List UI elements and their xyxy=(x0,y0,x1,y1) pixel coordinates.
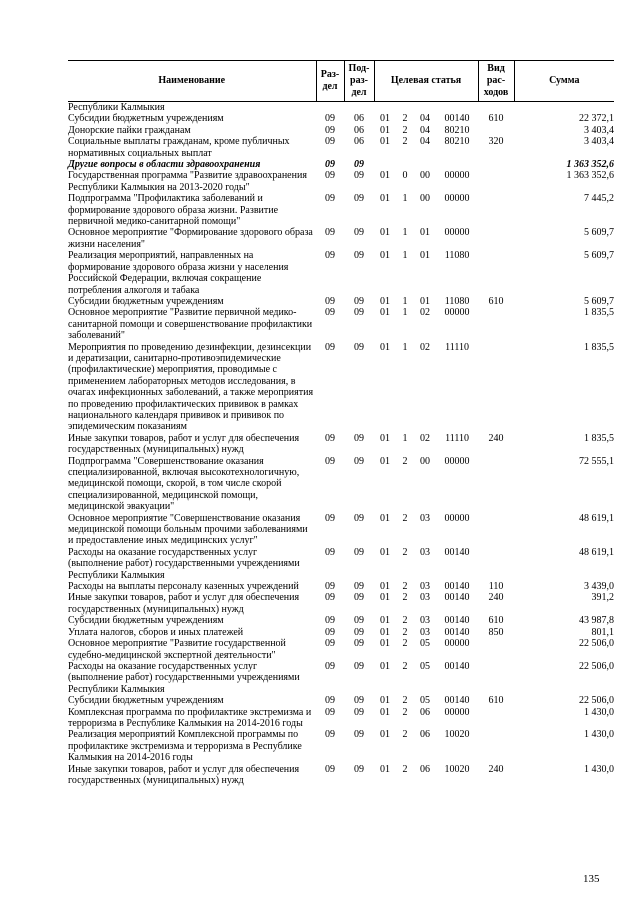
table-row xyxy=(68,250,614,296)
cell-target-program: 01 xyxy=(380,638,390,650)
cell-target-program: 01 xyxy=(380,136,390,148)
cell-razdel: 09 xyxy=(325,341,335,353)
cell-target-subprogram: 2 xyxy=(402,512,408,524)
cell-target-code: 00000 xyxy=(444,170,470,182)
cell-sum: 1 835,5 xyxy=(584,432,615,444)
cell-target-code: 00000 xyxy=(444,307,470,319)
cell-vid xyxy=(478,513,514,547)
cell-vid xyxy=(478,193,514,227)
cell-name: Подпрограмма "Профилактика заболеваний и формирование здорового образа жизни. Развитие первичной медико-санитарной помощи" xyxy=(68,193,279,228)
cell-target-event: 02 xyxy=(420,432,430,444)
header-target-label: Целевая статья xyxy=(390,75,462,86)
cell-target-code: 00140 xyxy=(444,581,470,593)
cell-name: Подпрограмма "Совершенствование оказания специализированной, включая высокотехнологичную, медицинской помощи, скорой, в том числе скорой специализированной, медицинской помощи, медицинской эвакуации" xyxy=(68,455,300,513)
table-row xyxy=(68,125,614,136)
cell-target-program xyxy=(374,159,396,170)
table-body xyxy=(68,102,614,787)
cell-podrazdel: 09 xyxy=(354,193,364,205)
cell-name: Основное мероприятие "Развитие государственной судебно-медицинской экспертной деятельности" xyxy=(68,638,286,661)
cell-vid: 850 xyxy=(488,626,504,638)
cell-target-subprogram: 2 xyxy=(402,706,408,718)
cell-target-program: 01 xyxy=(380,250,390,262)
cell-target-program: 01 xyxy=(380,763,390,775)
cell-podrazdel: 09 xyxy=(354,432,364,444)
cell-target-subprogram: 1 xyxy=(402,227,408,239)
cell-target-event: 05 xyxy=(420,660,430,672)
cell-name: Основное мероприятие "Формирование здорового образа жизни населения" xyxy=(68,227,313,250)
cell-sum: 1 430,0 xyxy=(584,763,615,775)
cell-target-program: 01 xyxy=(380,113,390,125)
page-number: 135 xyxy=(583,873,600,885)
cell-name: Субсидии бюджетным учреждениям xyxy=(68,615,224,627)
cell-razdel: 09 xyxy=(325,250,335,262)
cell-target-event: 02 xyxy=(420,307,430,319)
cell-target-code: 80210 xyxy=(444,124,470,136)
cell-sum: 3 439,0 xyxy=(584,581,615,593)
cell-target-subprogram: 1 xyxy=(402,432,408,444)
cell-sum: 72 555,1 xyxy=(579,455,615,467)
cell-razdel: 09 xyxy=(325,626,335,638)
cell-vid xyxy=(478,638,514,661)
cell-razdel: 09 xyxy=(325,193,335,205)
cell-target-subprogram: 2 xyxy=(402,455,408,467)
cell-razdel: 09 xyxy=(325,660,335,672)
cell-razdel: 09 xyxy=(325,113,335,125)
table-row xyxy=(68,307,614,341)
cell-target-code: 00000 xyxy=(444,193,470,205)
cell-podrazdel: 09 xyxy=(354,763,364,775)
cell-target-code xyxy=(436,102,478,114)
cell-vid: 240 xyxy=(488,432,504,444)
table-row xyxy=(68,296,614,307)
cell-target-event: 03 xyxy=(420,512,430,524)
cell-target-program: 01 xyxy=(380,307,390,319)
cell-target-event xyxy=(414,102,436,114)
cell-razdel: 09 xyxy=(325,706,335,718)
table-row xyxy=(68,102,614,114)
cell-vid xyxy=(478,125,514,136)
header-sum xyxy=(514,61,614,102)
cell-target-code: 00140 xyxy=(444,660,470,672)
cell-target-event: 01 xyxy=(420,227,430,239)
table-row xyxy=(68,456,614,513)
cell-name: Реализация мероприятий Комплексной программы по профилактике экстремизма и терроризма в Республике Калмыкия на 2014-2016 годы xyxy=(68,729,302,764)
cell-target-event: 06 xyxy=(420,729,430,741)
cell-name: Расходы на оказание государственных услуг (выполнение работ) государственными учреждениями Республики Калмыкия xyxy=(68,546,300,581)
cell-podrazdel: 09 xyxy=(354,307,364,319)
cell-vid xyxy=(478,729,514,763)
cell-target-event: 02 xyxy=(420,341,430,353)
cell-target-event: 01 xyxy=(420,295,430,307)
cell-target-program: 01 xyxy=(380,626,390,638)
cell-target-code: 00140 xyxy=(444,592,470,604)
cell-sum: 391,2 xyxy=(591,592,615,604)
cell-target-subprogram: 2 xyxy=(402,638,408,650)
cell-target-program: 01 xyxy=(380,432,390,444)
cell-podrazdel: 06 xyxy=(354,136,364,148)
cell-name: Реализация мероприятий, направленных на формирование здорового образа жизни у населения Российской Федерации, включая сокращение потребления алкоголя и табака xyxy=(68,250,289,296)
cell-podrazdel: 09 xyxy=(354,638,364,650)
cell-target-code: 00000 xyxy=(444,512,470,524)
cell-sum: 48 619,1 xyxy=(579,512,615,524)
document-page xyxy=(68,60,614,786)
table-row xyxy=(68,170,614,193)
cell-vid xyxy=(478,456,514,513)
cell-podrazdel: 09 xyxy=(354,581,364,593)
cell-razdel: 09 xyxy=(325,546,335,558)
cell-target-code: 00140 xyxy=(444,626,470,638)
table-row xyxy=(68,547,614,581)
cell-target-program: 01 xyxy=(380,455,390,467)
cell-vid xyxy=(478,250,514,296)
header-name-label: Наименование xyxy=(158,75,226,86)
cell-target-subprogram: 2 xyxy=(402,626,408,638)
cell-razdel: 09 xyxy=(325,581,335,593)
table-row xyxy=(68,707,614,730)
table-row xyxy=(68,193,614,227)
header-target xyxy=(374,61,478,102)
cell-target-program: 01 xyxy=(380,170,390,182)
table-row xyxy=(68,159,614,170)
cell-razdel: 09 xyxy=(325,307,335,319)
cell-sum: 22 506,0 xyxy=(579,660,615,672)
cell-name: Мероприятия по проведению дезинфекции, дезинсекции и дератизации, санитарно-противоэпидемические (профилактические) мероприятия, проводимые с применением лабораторных методов исследования, в очагах инфекционных заболеваний, а также мероприятия по проведению профилактических прививок в рамках национального календаря прививок и прививок по эпидемическим показаниям xyxy=(68,341,314,433)
cell-name: Субсидии бюджетным учреждениям xyxy=(68,695,224,707)
header-sum-label: Сумма xyxy=(549,75,580,86)
cell-target-program: 01 xyxy=(380,341,390,353)
cell-razdel: 09 xyxy=(325,512,335,524)
cell-target-program: 01 xyxy=(380,227,390,239)
cell-target-subprogram: 2 xyxy=(402,763,408,775)
cell-razdel: 09 xyxy=(325,729,335,741)
cell-target-subprogram: 2 xyxy=(402,136,408,148)
cell-razdel: 09 xyxy=(325,136,335,148)
cell-vid: 320 xyxy=(488,136,504,148)
cell-razdel: 09 xyxy=(325,763,335,775)
cell-name: Расходы на выплаты персоналу казенных учреждений xyxy=(68,581,299,593)
cell-target-code: 00000 xyxy=(444,638,470,650)
cell-podrazdel: 09 xyxy=(354,455,364,467)
header-name xyxy=(68,61,316,102)
cell-target-subprogram: 2 xyxy=(402,546,408,558)
cell-vid xyxy=(478,159,514,170)
cell-target-program: 01 xyxy=(380,695,390,707)
cell-sum xyxy=(514,102,614,114)
cell-sum: 801,1 xyxy=(591,626,615,638)
cell-podrazdel: 09 xyxy=(354,512,364,524)
cell-target-program: 01 xyxy=(380,729,390,741)
cell-name: Государственная программа "Развитие здравоохранения Республики Калмыкия на 2013-2020 годы" xyxy=(68,170,307,193)
cell-podrazdel: 09 xyxy=(354,695,364,707)
cell-name: Другие вопросы в области здравоохранения xyxy=(68,159,261,171)
cell-sum: 43 987,8 xyxy=(579,615,615,627)
cell-sum: 1 430,0 xyxy=(584,729,615,741)
cell-target-code: 00140 xyxy=(444,695,470,707)
cell-target-program: 01 xyxy=(380,546,390,558)
cell-podrazdel: 09 xyxy=(354,170,364,182)
cell-target-event: 06 xyxy=(420,706,430,718)
cell-sum: 5 609,7 xyxy=(584,250,615,262)
cell-target-subprogram: 2 xyxy=(402,581,408,593)
cell-podrazdel xyxy=(344,102,374,114)
cell-target-subprogram xyxy=(396,159,414,170)
cell-target-event: 06 xyxy=(420,763,430,775)
cell-sum: 22 372,1 xyxy=(579,113,615,125)
cell-razdel: 09 xyxy=(325,695,335,707)
cell-vid: 240 xyxy=(488,763,504,775)
table-row xyxy=(68,113,614,124)
cell-target-program: 01 xyxy=(380,295,390,307)
cell-sum: 1 835,5 xyxy=(584,341,615,353)
cell-name: Расходы на оказание государственных услуг (выполнение работ) государственными учреждениями Республики Калмыкия xyxy=(68,660,300,695)
header-razdel-label: Раз- дел xyxy=(320,69,340,92)
cell-vid: 610 xyxy=(488,295,504,307)
cell-target-event: 03 xyxy=(420,592,430,604)
cell-target-program: 01 xyxy=(380,615,390,627)
cell-target-code: 00000 xyxy=(444,227,470,239)
cell-razdel: 09 xyxy=(325,432,335,444)
cell-target-code: 80210 xyxy=(444,136,470,148)
cell-razdel: 09 xyxy=(325,455,335,467)
cell-target-code: 10020 xyxy=(444,763,470,775)
cell-target-event: 05 xyxy=(420,695,430,707)
cell-vid xyxy=(478,547,514,581)
cell-sum: 5 609,7 xyxy=(584,227,615,239)
cell-podrazdel: 09 xyxy=(354,295,364,307)
cell-vid xyxy=(478,102,514,114)
cell-name: Субсидии бюджетным учреждениям xyxy=(68,295,224,307)
cell-razdel: 09 xyxy=(325,227,335,239)
cell-podrazdel: 06 xyxy=(354,124,364,136)
cell-razdel: 09 xyxy=(325,638,335,650)
cell-target-program: 01 xyxy=(380,592,390,604)
cell-name: Социальные выплаты гражданам, кроме публичных нормативных социальных выплат xyxy=(68,136,290,159)
cell-name: Основное мероприятие "Развитие первичной медико-санитарной помощи и совершенствование профилактики заболеваний" xyxy=(68,307,313,342)
cell-sum: 7 445,2 xyxy=(584,193,615,205)
cell-sum: 48 619,1 xyxy=(579,546,615,558)
table-header xyxy=(68,61,614,102)
cell-vid: 240 xyxy=(488,592,504,604)
cell-podrazdel: 09 xyxy=(354,626,364,638)
cell-razdel: 09 xyxy=(325,170,335,182)
header-podrazdel-label: Под- раз- дел xyxy=(348,63,370,98)
cell-razdel xyxy=(316,102,344,114)
table-row xyxy=(68,513,614,547)
cell-podrazdel: 09 xyxy=(354,660,364,672)
header-podrazdel xyxy=(344,61,374,102)
cell-name: Донорские пайки гражданам xyxy=(68,124,191,136)
cell-target-subprogram: 2 xyxy=(402,592,408,604)
cell-sum: 22 506,0 xyxy=(579,638,615,650)
cell-name: Иные закупки товаров, работ и услуг для обеспечения государственных (муниципальных) нужд xyxy=(68,432,300,456)
cell-target-code: 10020 xyxy=(444,729,470,741)
cell-sum: 3 403,4 xyxy=(584,136,615,148)
cell-target-code: 11110 xyxy=(445,432,469,444)
cell-vid xyxy=(478,707,514,730)
cell-podrazdel: 06 xyxy=(354,113,364,125)
cell-target-code: 00140 xyxy=(444,615,470,627)
table-row xyxy=(68,433,614,456)
cell-target-program: 01 xyxy=(380,706,390,718)
cell-sum: 1 363 352,6 xyxy=(566,170,615,182)
cell-target-event: 05 xyxy=(420,638,430,650)
cell-target-program: 01 xyxy=(380,193,390,205)
cell-target-program: 01 xyxy=(380,512,390,524)
cell-podrazdel: 09 xyxy=(354,615,364,627)
cell-razdel: 09 xyxy=(325,615,335,627)
cell-target-event: 00 xyxy=(420,193,430,205)
cell-target-subprogram: 1 xyxy=(402,341,408,353)
cell-sum: 22 506,0 xyxy=(579,695,615,707)
header-vid-label: Вид рас- ходов xyxy=(483,63,509,98)
cell-target-event: 04 xyxy=(420,136,430,148)
cell-target-subprogram: 1 xyxy=(402,307,408,319)
cell-podrazdel: 09 xyxy=(354,706,364,718)
cell-target-event: 00 xyxy=(420,455,430,467)
table-row xyxy=(68,227,614,250)
cell-target-subprogram xyxy=(396,102,414,114)
cell-sum: 1 430,0 xyxy=(584,706,615,718)
cell-name: Иные закупки товаров, работ и услуг для обеспечения государственных (муниципальных) нужд xyxy=(68,763,300,786)
cell-target-code: 11080 xyxy=(444,250,470,262)
cell-target-code: 00000 xyxy=(444,455,470,467)
cell-target-program xyxy=(374,102,396,114)
cell-target-event: 04 xyxy=(420,124,430,136)
cell-podrazdel: 09 xyxy=(354,159,364,171)
table-row xyxy=(68,661,614,695)
cell-target-event: 03 xyxy=(420,615,430,627)
cell-target-subprogram: 1 xyxy=(402,295,408,307)
cell-vid xyxy=(478,661,514,695)
cell-sum: 5 609,7 xyxy=(584,295,615,307)
cell-name: Комплексная программа по профилактике экстремизма и терроризма в Республике Калмыкия на 2014-2016 годы xyxy=(68,706,312,729)
table-row xyxy=(68,695,614,706)
cell-vid: 610 xyxy=(488,113,504,125)
table-row xyxy=(68,342,614,433)
cell-podrazdel: 09 xyxy=(354,592,364,604)
cell-target-subprogram: 0 xyxy=(402,170,408,182)
cell-sum: 3 403,4 xyxy=(584,124,615,136)
cell-vid xyxy=(478,307,514,341)
cell-vid: 110 xyxy=(488,581,504,593)
cell-target-code: 11110 xyxy=(445,341,469,353)
cell-razdel: 09 xyxy=(325,159,335,171)
cell-target-subprogram: 2 xyxy=(402,113,408,125)
table-row xyxy=(68,136,614,159)
cell-podrazdel: 09 xyxy=(354,250,364,262)
cell-vid xyxy=(478,342,514,433)
cell-target-event: 04 xyxy=(420,113,430,125)
cell-podrazdel: 09 xyxy=(354,341,364,353)
cell-target-event: 03 xyxy=(420,546,430,558)
cell-target-subprogram: 2 xyxy=(402,660,408,672)
cell-vid xyxy=(478,227,514,250)
cell-target-subprogram: 1 xyxy=(402,250,408,262)
cell-target-event: 03 xyxy=(420,626,430,638)
cell-target-subprogram: 2 xyxy=(402,615,408,627)
cell-target-code: 00140 xyxy=(444,546,470,558)
cell-name: Основное мероприятие "Совершенствование оказания медицинской помощи больным прочими заболеваниями и предоставление иных медицинских услуг" xyxy=(68,512,308,547)
cell-target-event: 00 xyxy=(420,170,430,182)
table-row xyxy=(68,592,614,615)
table-row xyxy=(68,764,614,787)
cell-target-subprogram: 1 xyxy=(402,193,408,205)
cell-target-program: 01 xyxy=(380,581,390,593)
table-row xyxy=(68,615,614,626)
budget-table xyxy=(68,60,614,786)
cell-target-program: 01 xyxy=(380,124,390,136)
cell-podrazdel: 09 xyxy=(354,227,364,239)
cell-target-code: 00140 xyxy=(444,113,470,125)
header-razdel xyxy=(316,61,344,102)
cell-target-event: 03 xyxy=(420,581,430,593)
cell-sum: 1 363 352,6 xyxy=(566,159,615,171)
cell-target-event xyxy=(414,159,436,170)
cell-vid: 610 xyxy=(488,615,504,627)
cell-target-event: 01 xyxy=(420,250,430,262)
cell-target-code: 11080 xyxy=(444,295,470,307)
cell-target-subprogram: 2 xyxy=(402,695,408,707)
cell-name: Субсидии бюджетным учреждениям xyxy=(68,113,224,125)
cell-name: Республики Калмыкия xyxy=(68,102,165,113)
table-row xyxy=(68,627,614,638)
cell-razdel: 09 xyxy=(325,124,335,136)
cell-name: Уплата налогов, сборов и иных платежей xyxy=(68,626,244,638)
cell-razdel: 09 xyxy=(325,592,335,604)
cell-vid: 610 xyxy=(488,695,504,707)
table-row xyxy=(68,581,614,592)
cell-razdel: 09 xyxy=(325,295,335,307)
cell-sum: 1 835,5 xyxy=(584,307,615,319)
cell-target-code xyxy=(436,159,478,170)
cell-target-code: 00000 xyxy=(444,706,470,718)
cell-podrazdel: 09 xyxy=(354,546,364,558)
cell-name: Иные закупки товаров, работ и услуг для обеспечения государственных (муниципальных) нужд xyxy=(68,592,300,615)
header-vid xyxy=(478,61,514,102)
table-row xyxy=(68,638,614,661)
cell-target-program: 01 xyxy=(380,660,390,672)
cell-vid xyxy=(478,170,514,193)
table-row xyxy=(68,729,614,763)
cell-target-subprogram: 2 xyxy=(402,729,408,741)
cell-podrazdel: 09 xyxy=(354,729,364,741)
cell-target-subprogram: 2 xyxy=(402,124,408,136)
